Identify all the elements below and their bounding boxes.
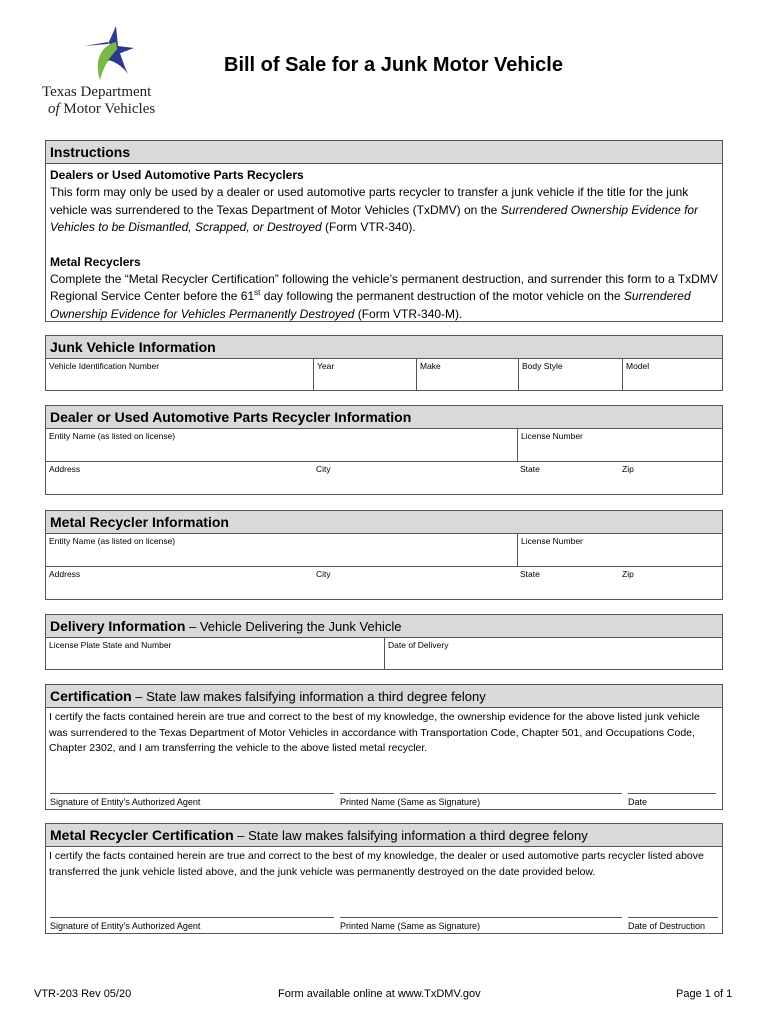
metal-certification-section xyxy=(45,823,723,934)
delivery-date-field[interactable]: Date of Delivery xyxy=(384,638,722,670)
delivery-heading: Delivery Information – Vehicle Delivering the Junk Vehicle xyxy=(46,615,722,638)
dealers-text: This form may only be used by a dealer or used automotive parts recycler to transfer a junk vehicle if the title for the junk vehicle was surrendered to the Texas Department of Motor Vehicles (TxDMV) on the Surrendered Ownership Evidence for Vehicles to be Dismantled, Scrapped, or Destroyed (Form VTR-340). xyxy=(50,185,699,235)
metal-city-field[interactable]: City xyxy=(316,569,331,579)
metal-license-number-field[interactable]: License Number xyxy=(517,534,722,566)
logo-line-2: of Motor Vehicles xyxy=(48,101,156,117)
instructions-section xyxy=(45,140,723,322)
dealer-address-field[interactable]: Address xyxy=(49,464,81,474)
certification-text: I certify the facts contained herein are true and correct to the best of my knowledge, the ownership evidence for the above listed junk vehicle was surrendered to the Texas Department of Motor Vehicles in accordance with Transportation Code, Chapter 501, and Occupations Code, Chapter 2302, and I am transferring the vehicle to the above listed metal recycler. xyxy=(49,711,700,754)
dealers-heading: Dealers or Used Automotive Parts Recyclers xyxy=(50,168,304,182)
document-title: Bill of Sale for a Junk Motor Vehicle xyxy=(224,54,563,76)
dealer-city-field[interactable]: City xyxy=(316,464,331,474)
dealer-heading: Dealer or Used Automotive Parts Recycler Information xyxy=(46,406,722,429)
year-field[interactable]: Year xyxy=(313,359,416,391)
junk-vehicle-section xyxy=(45,335,723,391)
instructions-heading: Instructions xyxy=(46,141,722,164)
metal-zip-field[interactable]: Zip xyxy=(622,569,634,579)
dealer-section xyxy=(45,405,723,495)
junk-vehicle-heading: Junk Vehicle Information xyxy=(46,336,722,359)
cert-signature-line[interactable]: Signature of Entity’s Authorized Agent xyxy=(50,793,334,807)
metal-recyclers-text: Complete the “Metal Recycler Certification” following the vehicle’s permanent destruction, and surrender this form to a TxDMV Regional Service Center before the 61st day following the permanent destruction of the motor vehicle on the Surrendered Ownership Evidence for Vehicles Permanently Destroyed (Form VTR-340-M). xyxy=(50,272,718,321)
txdmv-logo xyxy=(42,22,174,118)
delivery-section xyxy=(45,614,723,670)
page-number: Page 1 of 1 xyxy=(676,988,733,1000)
metal-cert-destruction-date-line[interactable]: Date of Destruction xyxy=(628,917,718,931)
metal-recycler-section xyxy=(45,510,723,600)
metal-cert-printed-name-line[interactable]: Printed Name (Same as Signature) xyxy=(340,917,622,931)
metal-certification-heading: Metal Recycler Certification – State law makes falsifying information a third degree felony xyxy=(46,824,722,847)
vin-field[interactable]: Vehicle Identification Number xyxy=(49,361,160,371)
dealer-state-field[interactable]: State xyxy=(520,464,540,474)
metal-recyclers-heading: Metal Recyclers xyxy=(50,254,141,269)
txdmv-star-icon xyxy=(78,22,138,82)
logo-line-1: Texas Department xyxy=(42,84,152,100)
metal-entity-name-field[interactable]: Entity Name (as listed on license) xyxy=(49,536,176,546)
cert-printed-name-line[interactable]: Printed Name (Same as Signature) xyxy=(340,793,622,807)
certification-heading: Certification – State law makes falsifying information a third degree felony xyxy=(46,685,722,708)
license-plate-field[interactable]: License Plate State and Number xyxy=(49,640,172,650)
form-id: VTR-203 Rev 05/20 xyxy=(34,988,132,1000)
online-availability: Form available online at www.TxDMV.gov xyxy=(278,988,481,1000)
metal-recycler-heading: Metal Recycler Information xyxy=(46,511,722,534)
cert-date-line[interactable]: Date xyxy=(628,793,716,807)
certification-section xyxy=(45,684,723,810)
make-field[interactable]: Make xyxy=(416,359,518,391)
dealer-license-number-field[interactable]: License Number xyxy=(517,429,722,461)
dealer-zip-field[interactable]: Zip xyxy=(622,464,634,474)
body-style-field[interactable]: Body Style xyxy=(518,359,622,391)
model-field[interactable]: Model xyxy=(622,359,722,391)
metal-state-field[interactable]: State xyxy=(520,569,540,579)
metal-address-field[interactable]: Address xyxy=(49,569,81,579)
dealer-entity-name-field[interactable]: Entity Name (as listed on license) xyxy=(49,431,176,441)
metal-cert-signature-line[interactable]: Signature of Entity’s Authorized Agent xyxy=(50,917,334,931)
metal-certification-text: I certify the facts contained herein are true and correct to the best of my knowledge, the dealer or used automotive parts recycler listed above transferred the junk vehicle listed above, and the junk vehicle was permanently destroyed on the date provided below. xyxy=(49,850,704,878)
